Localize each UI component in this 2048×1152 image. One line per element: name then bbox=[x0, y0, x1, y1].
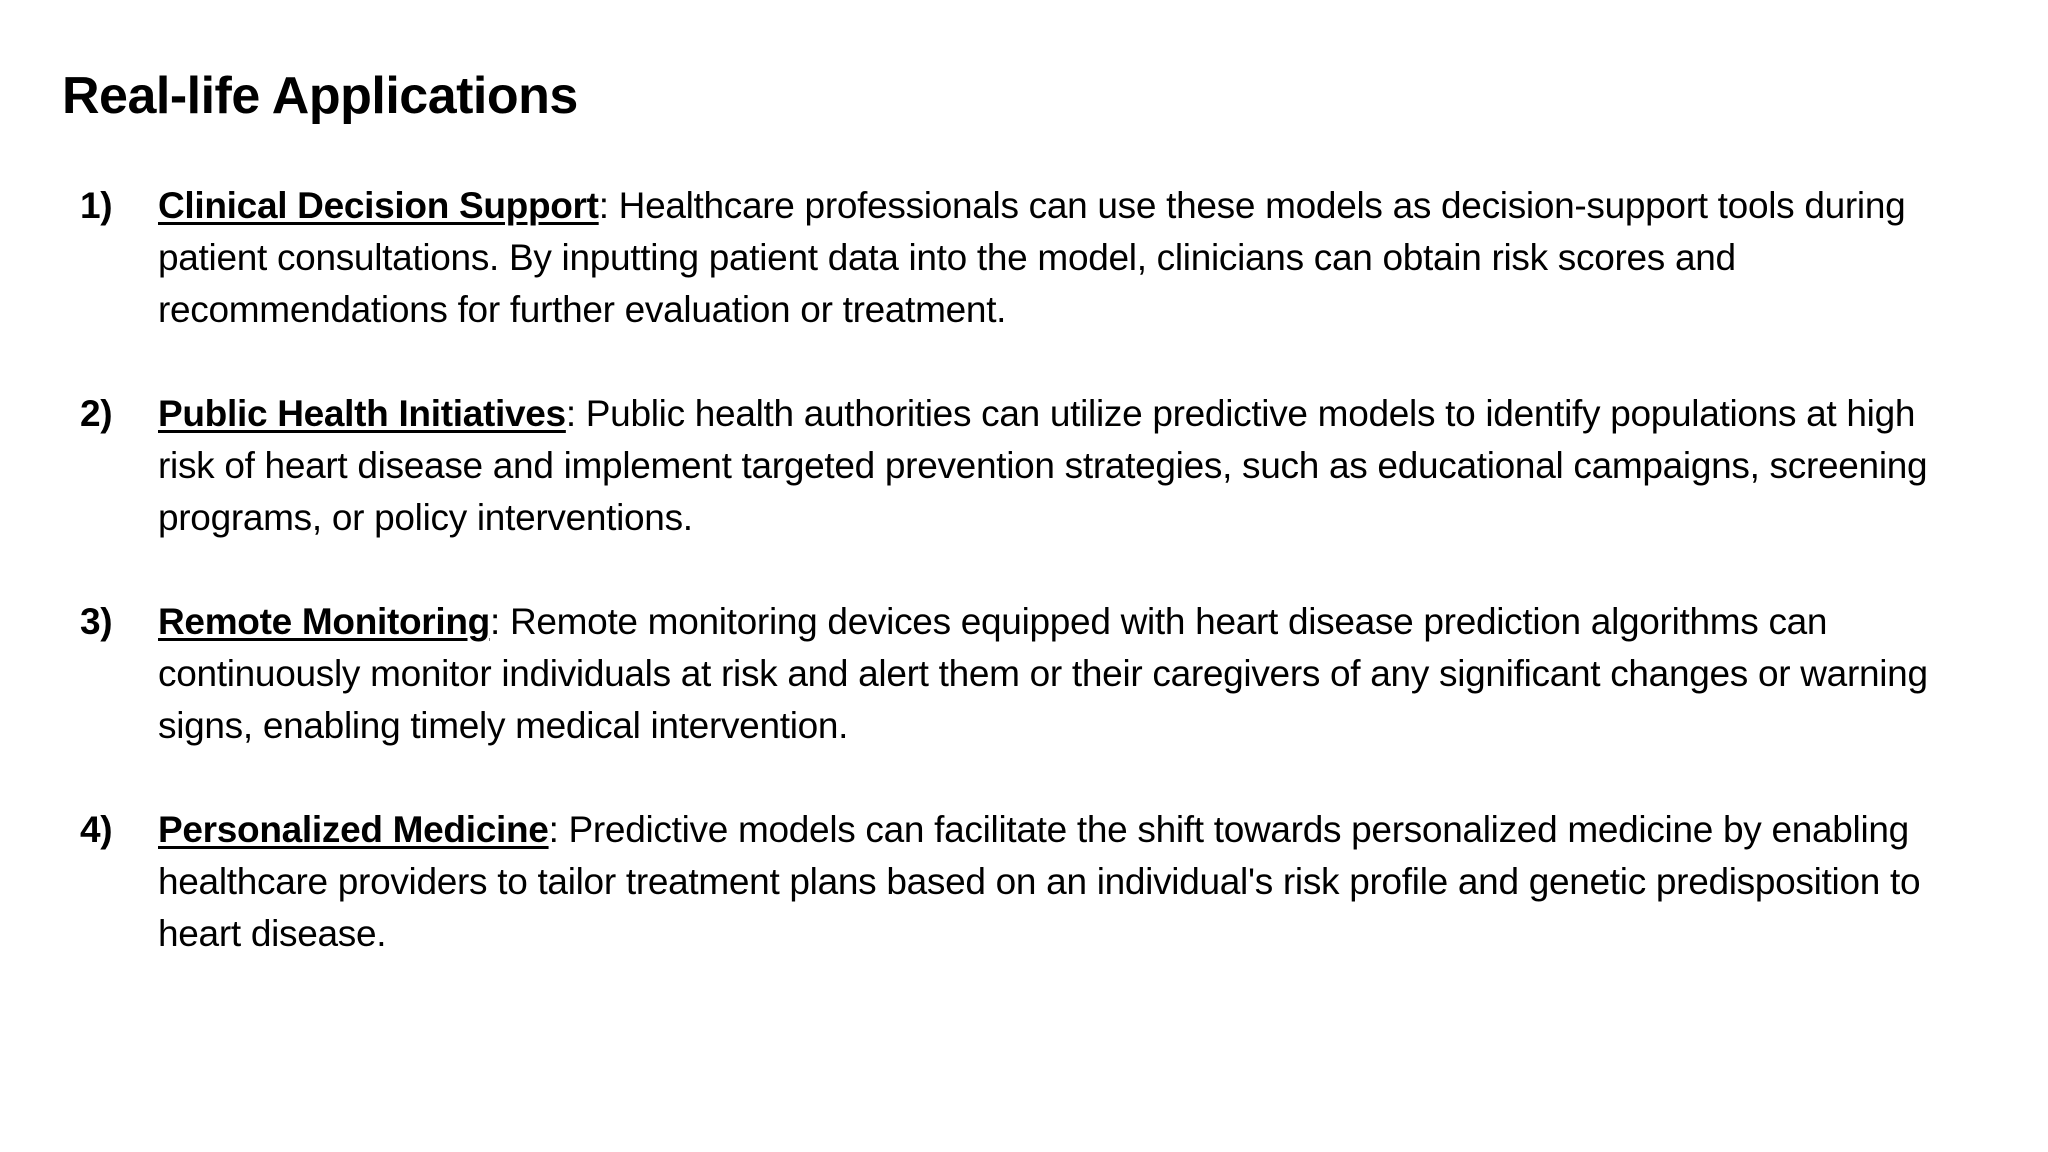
list-item-number: 2) bbox=[80, 393, 113, 434]
list-item-number: 4) bbox=[80, 809, 113, 850]
list-item-separator: : bbox=[548, 809, 559, 850]
slide-title: Real-life Applications bbox=[62, 67, 578, 125]
list-item-term: Personalized Medicine bbox=[158, 809, 549, 850]
list-item-description: Public health authorities can utilize predictive models to identify populations at high risk of heart disease and implement targeted prevention strategies, such as educational campaigns, screening programs, or policy interventions. bbox=[158, 393, 1928, 538]
list-item-separator: : bbox=[565, 393, 576, 434]
list-item-term: Clinical Decision Support bbox=[158, 185, 599, 226]
list-item-description: Remote monitoring devices equipped with heart disease prediction algorithms can continuously monitor individuals at risk and alert them or their caregivers of any significant changes or warning signs, enabling timely medical intervention. bbox=[158, 601, 1928, 746]
list-item-clinical-decision-support bbox=[80, 180, 1980, 336]
list-item-public-health-initiatives bbox=[80, 388, 1980, 544]
list-item-description: Predictive models can facilitate the shift towards personalized medicine by enabling healthcare providers to tailor treatment plans based on an individual's risk profile and genetic predisposition to heart disease. bbox=[158, 809, 1921, 954]
list-item-term: Remote Monitoring bbox=[158, 601, 490, 642]
list-item-number: 1) bbox=[80, 185, 113, 226]
list-item-number: 3) bbox=[80, 601, 113, 642]
list-item-personalized-medicine bbox=[80, 804, 1980, 960]
list-item-term: Public Health Initiatives bbox=[158, 393, 566, 434]
list-item-description: Healthcare professionals can use these models as decision-support tools during patient consultations. By inputting patient data into the model, clinicians can obtain risk scores and recommendations for further evaluation or treatment. bbox=[158, 185, 1906, 330]
list-item-separator: : bbox=[598, 185, 609, 226]
list-item-remote-monitoring bbox=[80, 596, 1980, 752]
applications-list bbox=[80, 180, 1980, 1012]
list-item-separator: : bbox=[489, 601, 500, 642]
